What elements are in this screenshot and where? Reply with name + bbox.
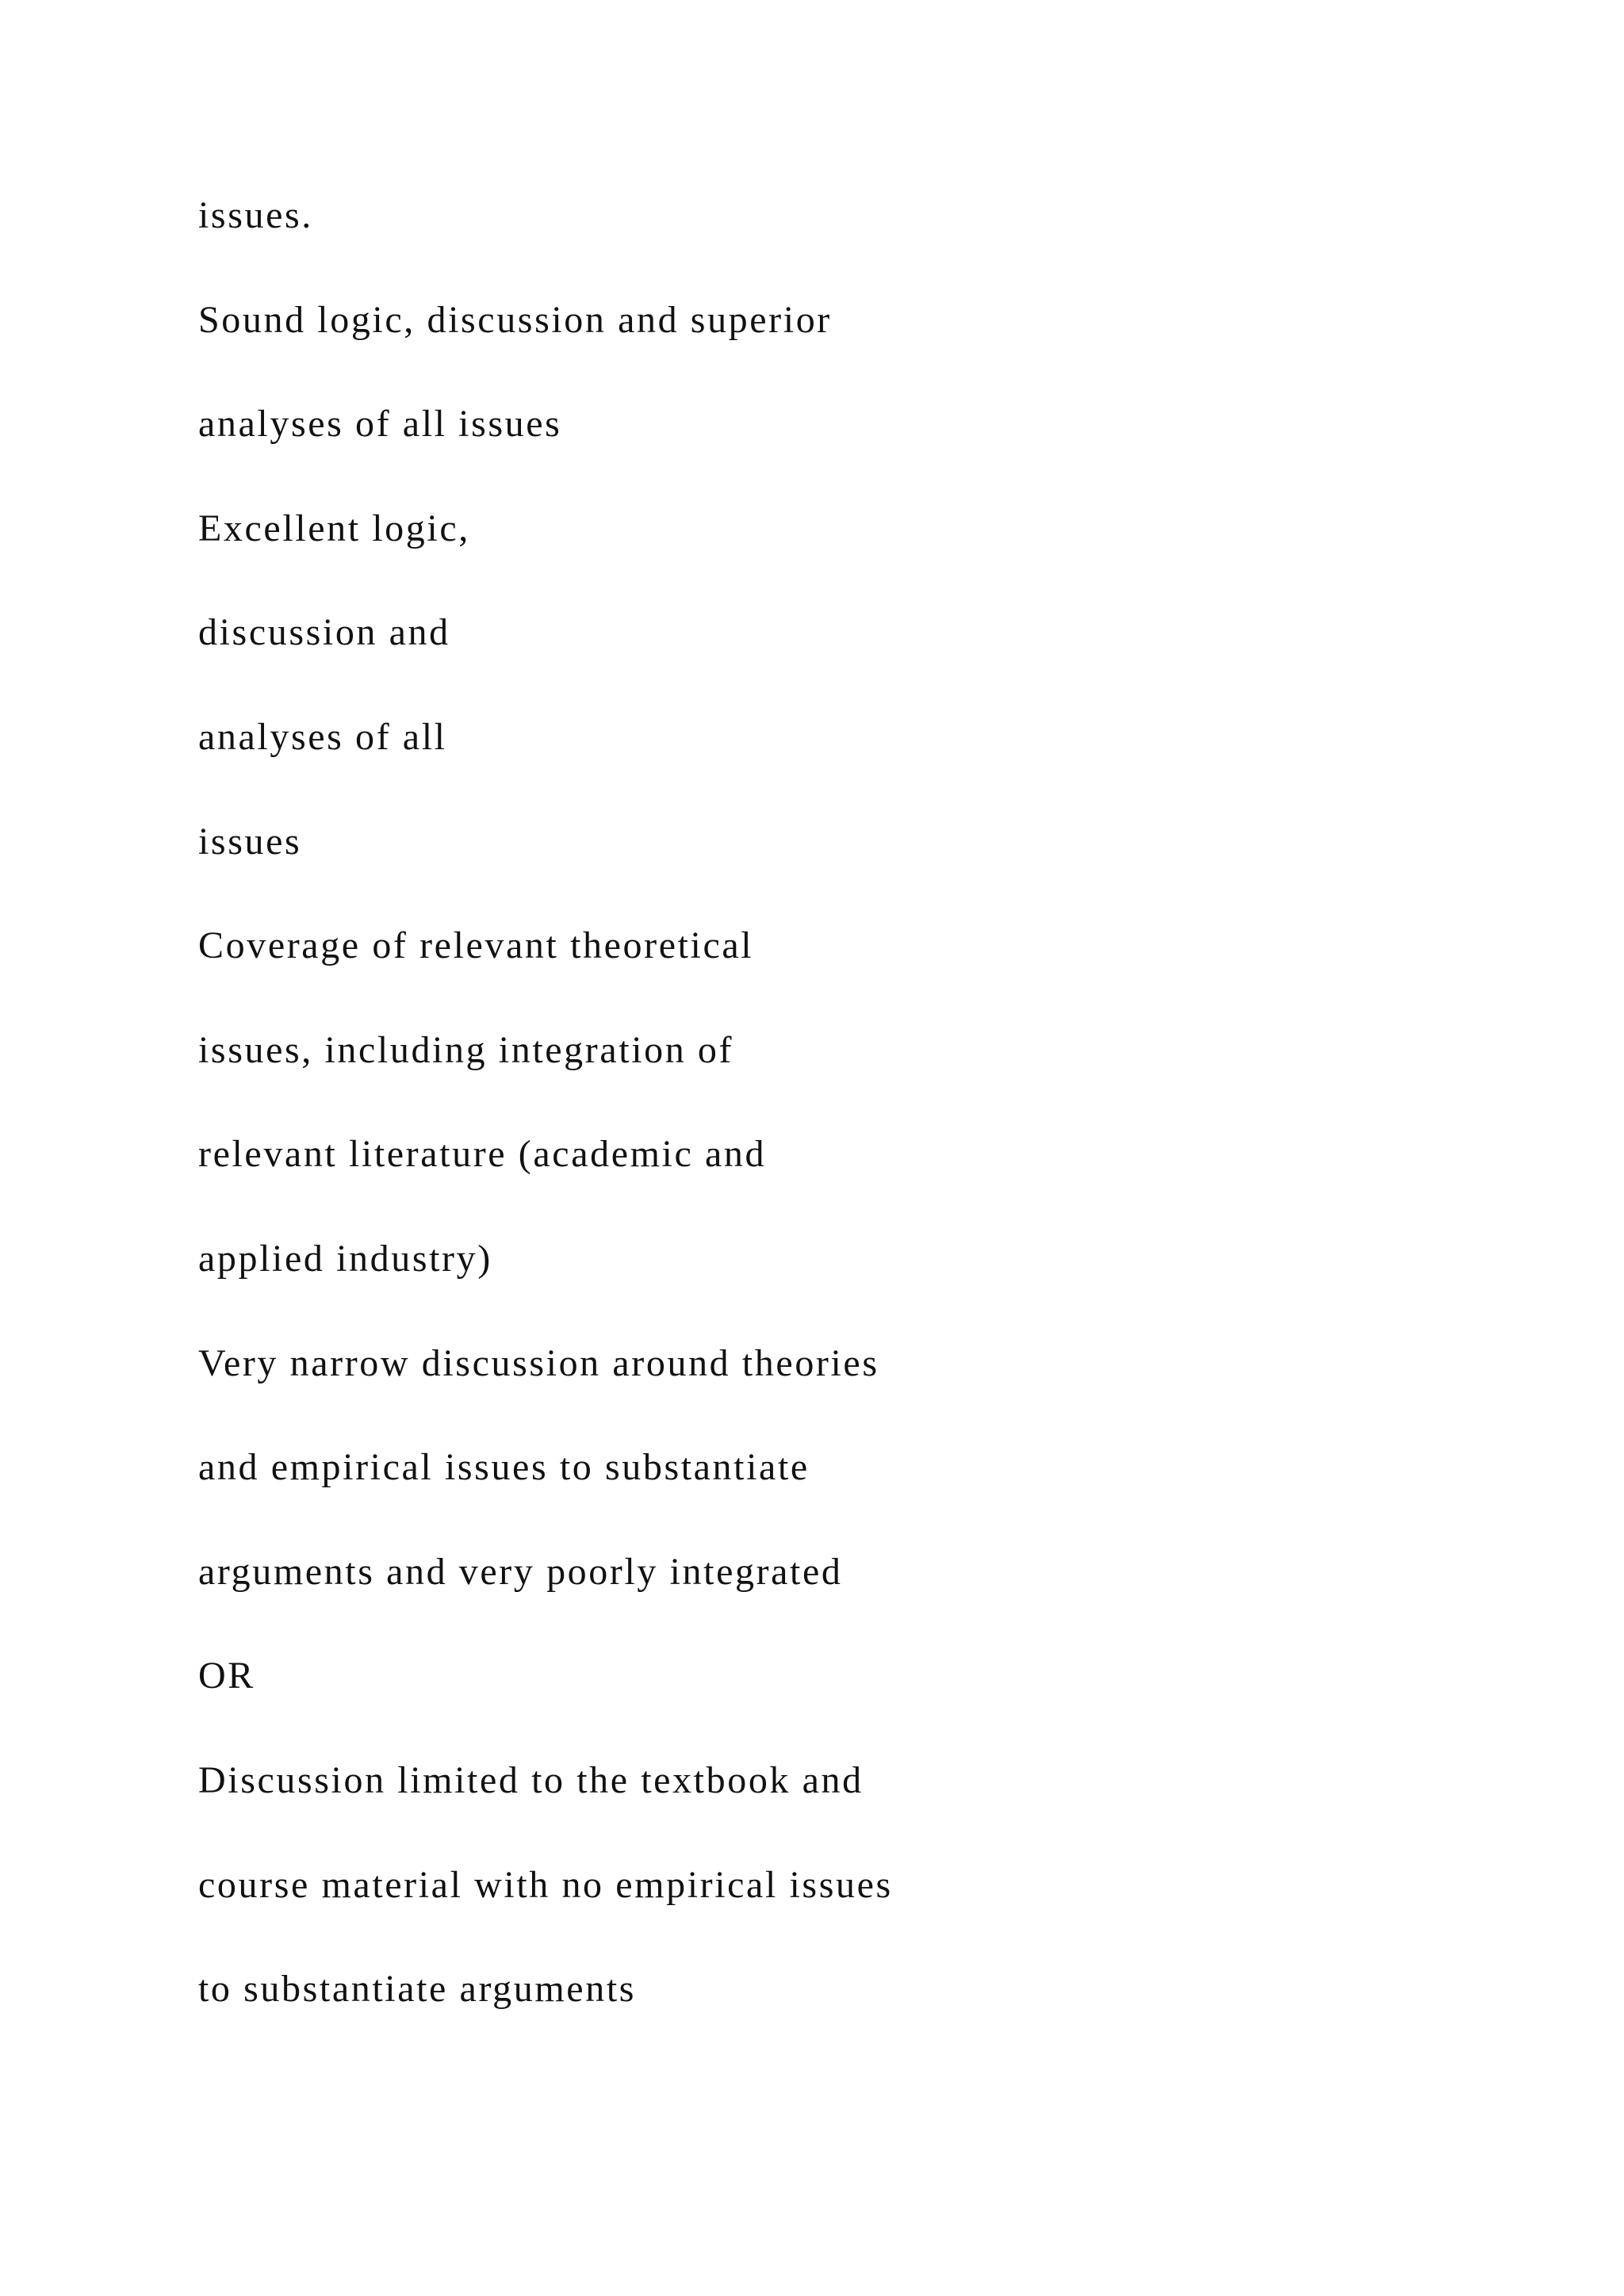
text-line: Very narrow discussion around theories bbox=[198, 1341, 879, 1384]
text-line: to substantiate arguments bbox=[198, 1968, 637, 2011]
text-line: OR bbox=[198, 1655, 255, 1697]
text-line: Discussion limited to the textbook and bbox=[198, 1758, 864, 1801]
text-line: relevant literature (academic and bbox=[198, 1133, 767, 1176]
text-line: arguments and very poorly integrated bbox=[198, 1550, 843, 1593]
text-line: Sound logic, discussion and superior bbox=[198, 298, 832, 341]
body-text bbox=[198, 194, 1467, 2075]
text-line: Coverage of relevant theoretical bbox=[198, 924, 754, 967]
text-line: issues, including integration of bbox=[198, 1028, 734, 1071]
text-line: applied industry) bbox=[198, 1237, 492, 1280]
text-line: discussion and bbox=[198, 611, 450, 654]
text-line: issues. bbox=[198, 194, 313, 236]
text-line: course material with no empirical issues bbox=[198, 1863, 893, 1906]
text-line: analyses of all issues bbox=[198, 403, 562, 446]
text-line: and empirical issues to substantiate bbox=[198, 1446, 810, 1489]
text-line: Excellent logic, bbox=[198, 507, 470, 549]
text-line: issues bbox=[198, 820, 302, 863]
text-line: analyses of all bbox=[198, 715, 447, 758]
